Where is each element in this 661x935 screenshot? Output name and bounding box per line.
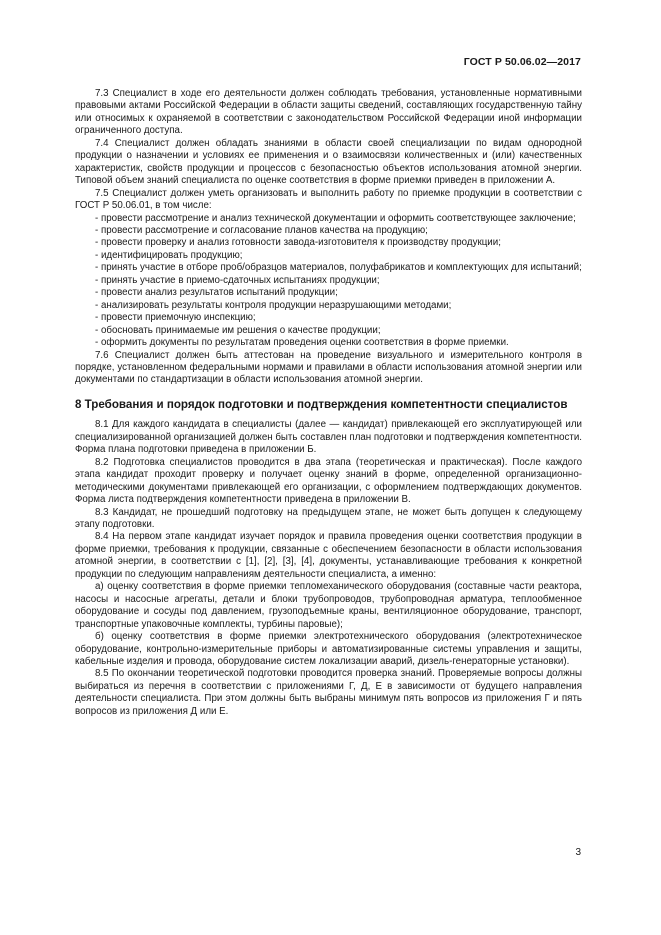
paragraph-8-2: 8.2 Подготовка специалистов проводится в два этапа (теоретическая и практическая). После каждого этапа кандидат проходит проверку и получает оценку знаний в форме, определенной организационно-методическими документами привлекающей его организации, с оформлением подтверждающих документов. Форма листа подтверждения компетентности приведена в приложении В.: [75, 456, 582, 506]
paragraph-8-5: 8.5 По окончании теоретической подготовки проводится проверка знаний. Проверяемые вопросы должны выбираться из перечня в соответствии с приложениями Г, Д, Е в зависимости от будущего направления деятельности специалиста. При этом должны быть выбраны минимум пять вопросов из приложения Г и пять вопросов из приложения Д или Е.: [75, 668, 582, 717]
list-item: - анализировать результаты контроля продукции неразрушающими методами;: [95, 299, 452, 311]
paragraph-8-4-b: б) оценку соответствия в форме приемки электротехнического оборудования (электротехническое оборудование, контрольно-измерительные приборы и автоматизированные системы управления и защиты, кабельные изделия и провода, оборудование систем локализации аварий, дизель-генераторные установки).: [75, 631, 582, 667]
list-item: - провести приемочную инспекцию;: [95, 312, 256, 324]
paragraph-8-4: 8.4 На первом этапе кандидат изучает порядок и правила проведения оценки соответствия продукции в форме приемки, требования к продукции, связанные с обеспечением безопасности в области использования атомной энергии, в соответствии с [1], [2], [3], [4], документы, устанавливающие требования к конкретной продукции по следующим направлениям деятельности специалиста, а именно:: [75, 531, 582, 580]
list-item: - провести рассмотрение и анализ технической документации и оформить соответствующее заключение;: [95, 212, 576, 224]
paragraph-7-3: 7.3 Специалист в ходе его деятельности должен соблюдать требования, установленные нормативными правовыми актами Российской Федерации в области защиты сведений, составляющих государственную тайну или относимых к охраняемой в соответствии с законодательством Российской Федерации иной информации ограниченного доступа.: [75, 88, 582, 137]
list-item: - провести проверку и анализ готовности завода-изготовителя к производству продукции;: [95, 237, 501, 249]
list-item: - принять участие в приемо-сдаточных испытаниях продукции;: [95, 274, 380, 286]
paragraph-8-1: 8.1 Для каждого кандидата в специалисты (далее — кандидат) привлекающей его эксплуатирующей или специализированной организацией должен быть составлен план подготовки и подтверждения компетентности. Форма плана подготовки приведена в приложении Б.: [75, 419, 582, 456]
list-item: - провести анализ результатов испытаний продукции;: [95, 287, 338, 299]
paragraph-7-6: 7.6 Специалист должен быть аттестован на проведение визуального и измерительного контроля в порядке, установленном федеральными нормами и правилами в области использования атомной энергии или документами по стандартизации в области использования атомной энергии.: [75, 349, 582, 386]
list-item: - принять участие в отборе проб/образцов материалов, полуфабрикатов и комплектующих для испытаний;: [95, 262, 582, 274]
paragraph-7-4: 7.4 Специалист должен обладать знаниями в области своей специализации по видам однородной продукции о назначении и условиях ее применения и о взаимосвязи количественных и (или) качественных характеристик, свойств продукции и процессов с безопасностью объектов использования атомной энергии. Типовой объем знаний специалиста по оценке соответствия в форме приемки приведен в приложении А.: [75, 137, 582, 187]
list-item: - оформить документы по результатам проведения оценки соответствия в форме приемки.: [95, 337, 509, 349]
document-code-header: ГОСТ Р 50.06.02—2017: [463, 56, 581, 68]
page-body: [75, 88, 582, 718]
paragraph-8-4-a: а) оценку соответствия в форме приемки тепломеханического оборудования (составные части реактора, насосы и насосные агрегаты, детали и блоки трубопроводов, трубопроводная арматура, теплообменное оборудование и сосуды под давлением, грузоподъемные краны, вентиляционное оборудование, транспорт, транспортные упаковочные комплекты, турбины паровые);: [75, 581, 582, 630]
list-item: - провести рассмотрение и согласование планов качества на продукцию;: [95, 224, 428, 236]
paragraph-7-5: 7.5 Специалист должен уметь организовать и выполнить работу по приемке продукции в соответствии с ГОСТ Р 50.06.01, в том числе:: [75, 187, 582, 212]
list-item: - обосновать принимаемые им решения о качестве продукции;: [95, 324, 381, 336]
page-number: 3: [575, 847, 581, 858]
paragraph-8-3: 8.3 Кандидат, не прошедший подготовку на предыдущем этапе, не может быть допущен к следующему этапу подготовки.: [75, 506, 582, 530]
list-item: - идентифицировать продукцию;: [95, 249, 243, 261]
section-8-heading: 8 Требования и порядок подготовки и подтверждения компетентности специалистов: [75, 397, 568, 411]
